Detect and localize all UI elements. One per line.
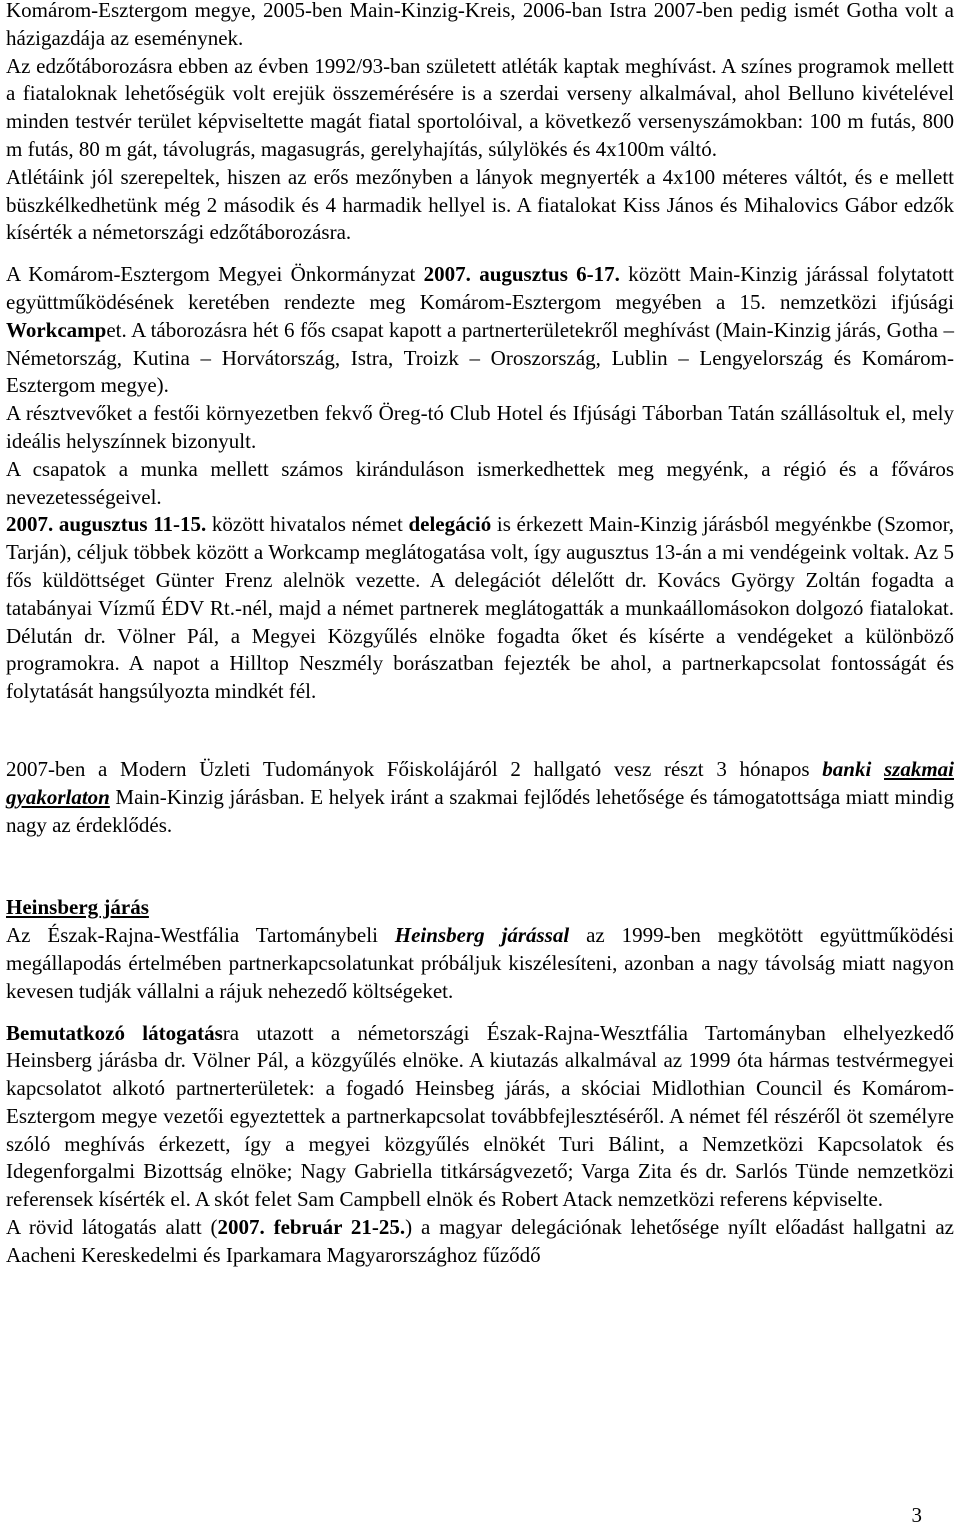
paragraph-8 [6,922,954,1005]
spacer [6,247,954,261]
p7-d: Main-Kinzig járásban. E helyek iránt a szakmai fejlődés lehetősége és támogatottsága miatt mindig nagy az érdeklődés. [6,784,954,837]
page-number: 3 [911,1503,922,1527]
paragraph-7 [6,756,954,839]
p10-a: A rövid látogatás alatt ( [6,1215,218,1240]
heinsberg-heading: Heinsberg járás [6,895,149,920]
p3-a: A Komárom-Esztergom Megyei Önkormányzat [6,262,424,287]
p6-date: 2007. augusztus 11-15. [6,512,207,537]
p9-bemutatkozo: Bemutatkozó látogatás [6,1020,223,1045]
p6-d: is érkezett Main-Kinzig járásból megyénkbe (Szomor, Tarján), céljuk többek között a Workcamp meglátogatása volt, így augusztus 13-án a mi vendégeink voltak. Az 5 fős küldöttséget Günter Frenz alelnök vezette. A delegációt délelőtt dr. Kovács György Zoltán fogadta a tatabányai Vízmű ÉDV Rt.-nél, majd a német partnerek meglátogatták a munkaállomásokon dolgozó fiatalokat. Délután dr. Völner Pál, a Megyei Közgyűlés elnöke fogadta őket és kísérte a vendégeket a különböző programokra. A napot a Hilltop Neszmély borászatban fejezték be ahol, a partnerkapcsolat fontosságát és folytatását hangsúlyozta mindkét fél. [6,512,954,704]
p7-szakmai: szakmai gyakorlaton [6,756,955,809]
paragraph-1a: Komárom-Esztergom megye, 2005-ben Main-Kinzig-Kreis, 2006-ban Istra 2007-ben pedig ismét Gotha volt a házigazdája az eseménynek. [6,0,954,50]
paragraph-1b [6,53,954,164]
p8-c: az 1999-ben megkötött együttműködési megállapodás értelmében partnerkapcsolatunkat próbáljuk kiszélesíteni, azonban a nagy távolság miatt nagyon kevesen tudják vállalni a rájuk nehezedő költségeket. [6,923,954,1003]
p6-delegacio: delegáció [408,512,492,537]
p3-c: között Main-Kinzig járással folytatott együttműködésének keretében rendezte meg Komárom-Esztergom megyében a 15. nemzetközi ifjúsági [6,262,954,314]
p3-workcamp: Workcamp [6,317,107,342]
p8-a: Az Észak-Rajna-Westfália Tartománybeli [6,923,395,948]
paragraph-6 [6,511,954,706]
document-body [6,0,954,1270]
spacer [6,839,954,894]
p7-banki: banki [822,756,872,781]
paragraph-5: A csapatok a munka mellett számos kiránduláson ismerkedhettek meg megyénk, a régió és a főváros nevezetességeivel. [6,456,954,509]
paragraph-2: Atlétáink jól szerepeltek, hiszen az erős mezőnyben a lányok megnyerték a 4x100 méteres váltót, és e mellett büszkélkedhetünk még 2 második és 4 harmadik hellyel is. A fiatalokat Kiss János és Mihalovics Gábor edzők kísérték a németországi edzőtáborozásra. [6,164,954,245]
p3-date: 2007. augusztus 6-17. [423,262,620,287]
paragraph-4: A résztvevőket a festői környezetben fekvő Öreg-tó Club Hotel és Ifjúsági Táborban Tatán szállásoltuk el, mely ideális helyszínnek bizonyult. [6,401,954,453]
paragraph-3 [6,261,954,400]
p1-line2: Az edzőtáborozásra ebben az évben 1992/93-ban született atléták kaptak meghívást. [6,53,717,78]
p10-c: ) a magyar delegációnak lehetősége nyílt előadást hallgatni az Aacheni Kereskedelmi és Iparkamara Magyarországhoz fűződő [6,1215,954,1267]
paragraph-10 [6,1214,954,1270]
paragraph-9 [6,1020,954,1215]
p1-rest: A színes programok mellett a fiataloknak lehetőségük volt erejük összemérésére is a szerdai verseny alkalmával, ahol Belluno kivételével minden testvér terület képviseltette magát fiatal sportolóival, a következő versenyszámokban: 100 m futás, 800 m futás, 80 m gát, távolugrás, magasugrás, gerelyhajítás, súlylökés és 4x100m váltó. [6,53,954,161]
spacer [6,1006,954,1020]
p9-b: ra utazott a németországi Észak-Rajna-Wesztfália Tartományban elhelyezkedő Heinsberg járásba dr. Völner Pál, a közgyűlés elnöke. A kiutazás alkalmával az 1999 óta hármas testvérmegyei kapcsolatot alkotó partnerterületek: a fogadó Heinsbeg járás, a skóciai Midlothian Council és Komárom-Esztergom megye vezetői egyeztettek a partnerkapcsolat továbbfejlesztéséről. A német fél részéről öt személyre szóló meghívás érkezett, így a megyei közgyűlés elnökét Turi Bálint, a Nemzetközi Kapcsolatok és Idegenforgalmi Bizottság elnöke; Nagy Gabriella titkárságvezető; Varga Zita és dr. Sarlós Tünde nemzetközi referensek kísérték el. A skót felet Sam Campbell elnök és Robert Atack nemzetközi referens képviselte. [6,1020,954,1212]
p10-date: 2007. február 21-25. [217,1215,406,1240]
p7-a: 2007-ben a Modern Üzleti Tudományok Főiskolájáról 2 hallgató vesz részt 3 hónapos [6,756,823,781]
p3-e: et. A táborozásra hét 6 fős csapat kapott a partnerterületekről meghívást (Main-Kinzig járás, Gotha – Németország, Kutina – Horvátország, Istra, Troizk – Oroszország, Lublin – Lengyelország és Komárom-Esztergom megye). [6,317,954,398]
spacer [6,706,954,756]
p8-heinsberg: Heinsberg járással [394,923,570,948]
p6-b: között hivatalos német [206,512,409,537]
